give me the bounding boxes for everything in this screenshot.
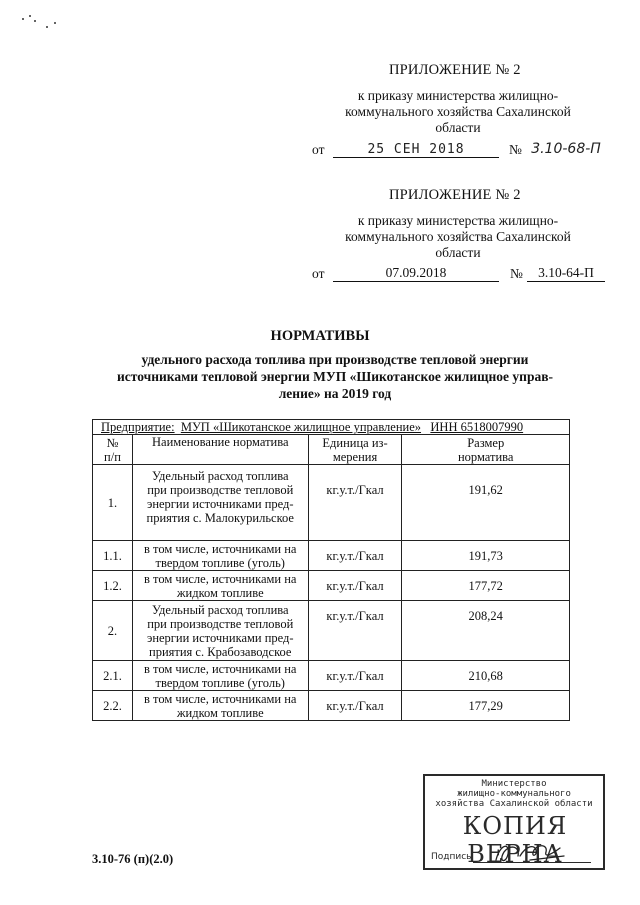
row-value: 208,24 <box>402 601 570 661</box>
annex2-number-prefix: № <box>510 266 523 281</box>
row-name-line: в том числе, источниками на <box>144 661 297 676</box>
row-value: 191,62 <box>402 465 570 541</box>
doc-subtitle-line3: ление» на 2019 год <box>278 386 392 401</box>
row-num: 1. <box>93 465 133 541</box>
row-name <box>132 691 308 721</box>
row-name-line: твердом топливе (уголь) <box>155 675 285 690</box>
doc-subtitle-line1: удельного расхода топлива при производстве тепловой энергии <box>141 352 529 367</box>
annex1-line2: коммунального хозяйства Сахалинской <box>345 104 571 119</box>
table-row <box>93 465 570 541</box>
annex2-line1: к приказу министерства жилищно- <box>357 213 559 228</box>
row-unit: кг.у.т./Гкал <box>308 601 402 661</box>
row-name <box>132 661 308 691</box>
row-unit: кг.у.т./Гкал <box>308 691 402 721</box>
header-name-text: Наименование норматива <box>152 435 289 449</box>
row-unit: кг.у.т./Гкал <box>308 661 402 691</box>
header-num-line2: п/п <box>104 449 121 464</box>
header-num-line1: № <box>106 435 119 450</box>
footer-doc-code: 3.10-76 (п)(2.0) <box>92 852 174 866</box>
table-row <box>93 691 570 721</box>
enterprise-row <box>93 420 570 435</box>
row-name-line: жидком топливе <box>176 705 264 720</box>
row-num: 1.2. <box>93 571 133 601</box>
annex1-line1: к приказу министерства жилищно- <box>357 88 559 103</box>
annex1-title: ПРИЛОЖЕНИЕ № 2 <box>389 62 521 78</box>
row-value: 177,72 <box>402 571 570 601</box>
row-value: 191,73 <box>402 541 570 571</box>
row-name <box>132 571 308 601</box>
doc-subtitle-line2: источниками тепловой энергии МУП «Шикотанское жилищное управ- <box>116 369 553 384</box>
row-unit: кг.у.т./Гкал <box>308 465 402 541</box>
header-unit-line2: мерения <box>332 449 378 464</box>
stamp-line3: хозяйства Сахалинской области <box>435 799 593 809</box>
header-unit-line1: Единица из- <box>322 435 388 450</box>
row-name-line: Удельный расход топлива <box>151 469 289 483</box>
annex1-line3: области <box>435 120 481 135</box>
stamp-line2: жилищно-коммунального <box>457 789 571 799</box>
scan-specks <box>20 12 60 42</box>
row-name-line: при производстве тепловой <box>147 483 294 497</box>
norms-table <box>92 419 570 721</box>
row-unit: кг.у.т./Гкал <box>308 541 402 571</box>
annex1-date-prefix: от <box>312 142 325 157</box>
row-name-line: энергии источниками пред- <box>146 631 294 645</box>
row-value: 177,29 <box>402 691 570 721</box>
stamp-big-text: КОПИЯ ВЕРНА <box>462 812 568 868</box>
header-size-line2: норматива <box>457 449 514 464</box>
annex2-date: 07.09.2018 <box>385 265 447 280</box>
row-num: 2.1. <box>93 661 133 691</box>
annex2-line3: области <box>435 245 481 260</box>
annex2-line2: коммунального хозяйства Сахалинской <box>345 229 571 244</box>
header-num <box>93 435 133 465</box>
header-name <box>132 435 308 465</box>
annex2-title: ПРИЛОЖЕНИЕ № 2 <box>389 187 521 203</box>
row-name-line: Удельный расход топлива <box>151 603 289 617</box>
annex1-number-field <box>527 141 605 157</box>
row-name-line: при производстве тепловой <box>147 617 294 631</box>
row-name <box>132 601 308 661</box>
annex2-number: 3.10-64-П <box>538 265 594 280</box>
annex1-date: 25 СЕН 2018 <box>367 142 465 157</box>
enterprise-inn: ИНН 6518007990 <box>430 420 524 434</box>
handwritten-signature <box>490 838 570 868</box>
annex1-date-field <box>333 141 499 158</box>
row-name-line: приятия с. Малокурильское <box>146 511 294 525</box>
annex2-date-prefix: от <box>312 266 325 281</box>
header-unit <box>308 435 402 465</box>
header-size <box>402 435 570 465</box>
row-num: 2. <box>93 601 133 661</box>
header-size-line1: Размер <box>467 435 505 450</box>
stamp-line1: Министерство <box>481 779 547 789</box>
row-name-line: в том числе, источниками на <box>144 541 297 556</box>
row-value: 210,68 <box>402 661 570 691</box>
annex1-number: 3.10-68-П <box>531 141 601 157</box>
stamp-sign-label: Подпись <box>431 852 472 862</box>
row-unit: кг.у.т./Гкал <box>308 571 402 601</box>
table-row <box>93 571 570 601</box>
row-num: 2.2. <box>93 691 133 721</box>
row-name <box>132 465 308 541</box>
annex2-date-field <box>333 265 499 282</box>
doc-title: НОРМАТИВЫ <box>270 328 370 344</box>
enterprise-cell <box>93 420 570 435</box>
table-row <box>93 541 570 571</box>
enterprise-label: Предприятие: <box>101 420 175 434</box>
header-row <box>93 435 570 465</box>
row-num: 1.1. <box>93 541 133 571</box>
row-name-line: приятия с. Крабозаводское <box>149 645 292 659</box>
row-name-line: энергии источниками пред- <box>146 497 294 511</box>
annex2-number-field <box>527 265 605 282</box>
row-name-line: в том числе, источниками на <box>144 691 297 706</box>
row-name-line: жидком топливе <box>176 585 264 600</box>
row-name-line: твердом топливе (уголь) <box>155 555 285 570</box>
annex1-number-prefix: № <box>509 142 522 157</box>
row-name <box>132 541 308 571</box>
table-row <box>93 601 570 661</box>
table-row <box>93 661 570 691</box>
row-name-line: в том числе, источниками на <box>144 571 297 586</box>
enterprise-name: МУП «Шикотанское жилищное управление» <box>180 420 422 434</box>
